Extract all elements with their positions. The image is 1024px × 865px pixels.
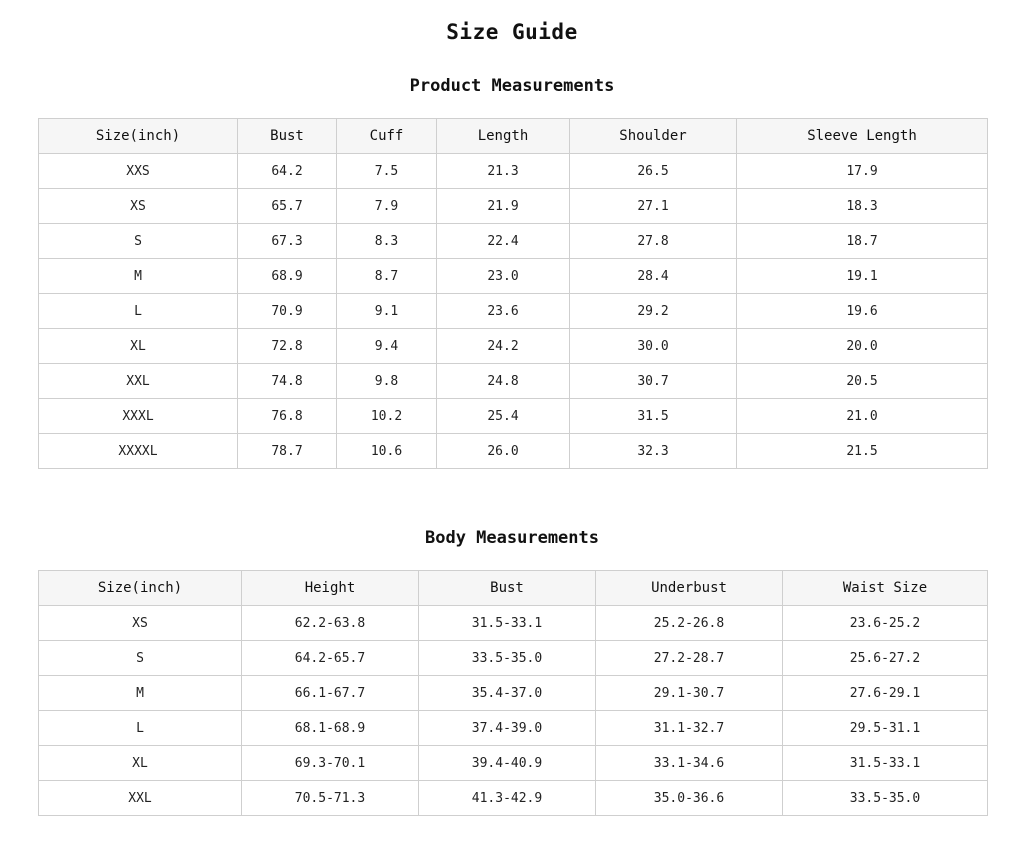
table-cell: L: [39, 711, 242, 746]
table-cell: 27.6-29.1: [783, 676, 988, 711]
body-measurements-table: [38, 570, 988, 816]
table-cell: 70.9: [238, 294, 337, 329]
table-cell: 37.4-39.0: [419, 711, 596, 746]
column-header: Length: [437, 119, 570, 154]
table-cell: 70.5-71.3: [242, 781, 419, 816]
table-cell: XL: [39, 746, 242, 781]
table-cell: 41.3-42.9: [419, 781, 596, 816]
table-row: [39, 399, 988, 434]
table-cell: 19.1: [737, 259, 988, 294]
table-cell: 31.5-33.1: [419, 606, 596, 641]
table-cell: 26.0: [437, 434, 570, 469]
body-measurements-title: Body Measurements: [425, 528, 599, 548]
table-cell: 62.2-63.8: [242, 606, 419, 641]
table-cell: 30.7: [570, 364, 737, 399]
table-cell: 25.6-27.2: [783, 641, 988, 676]
table-row: [39, 364, 988, 399]
table-row: [39, 781, 988, 816]
table-row: [39, 641, 988, 676]
table-cell: 33.1-34.6: [596, 746, 783, 781]
table-cell: 23.6-25.2: [783, 606, 988, 641]
table-row: [39, 224, 988, 259]
table-cell: 27.2-28.7: [596, 641, 783, 676]
table-cell: 35.0-36.6: [596, 781, 783, 816]
table-cell: 27.1: [570, 189, 737, 224]
table-cell: 25.2-26.8: [596, 606, 783, 641]
table-cell: 30.0: [570, 329, 737, 364]
table-cell: 24.2: [437, 329, 570, 364]
table-cell: 9.4: [337, 329, 437, 364]
table-cell: 23.6: [437, 294, 570, 329]
column-header: Sleeve Length: [737, 119, 988, 154]
table-cell: 65.7: [238, 189, 337, 224]
table-cell: 19.6: [737, 294, 988, 329]
table-cell: M: [39, 259, 238, 294]
table-cell: 66.1-67.7: [242, 676, 419, 711]
column-header: Bust: [419, 571, 596, 606]
table-cell: 67.3: [238, 224, 337, 259]
table-header-row: [39, 119, 988, 154]
table-cell: 8.3: [337, 224, 437, 259]
table-cell: 10.6: [337, 434, 437, 469]
page-title: Size Guide: [446, 20, 578, 44]
table-cell: XXL: [39, 364, 238, 399]
table-cell: 25.4: [437, 399, 570, 434]
table-cell: XXL: [39, 781, 242, 816]
table-cell: 33.5-35.0: [419, 641, 596, 676]
table-row: [39, 329, 988, 364]
table-cell: 24.8: [437, 364, 570, 399]
table-cell: 21.0: [737, 399, 988, 434]
column-header: Waist Size: [783, 571, 988, 606]
table-cell: XS: [39, 189, 238, 224]
table-cell: 29.2: [570, 294, 737, 329]
table-row: [39, 294, 988, 329]
table-cell: 17.9: [737, 154, 988, 189]
table-cell: 27.8: [570, 224, 737, 259]
table-cell: 21.3: [437, 154, 570, 189]
table-cell: 31.1-32.7: [596, 711, 783, 746]
table-cell: XXXXL: [39, 434, 238, 469]
table-cell: 20.5: [737, 364, 988, 399]
table-cell: 18.7: [737, 224, 988, 259]
table-cell: 31.5-33.1: [783, 746, 988, 781]
table-row: [39, 676, 988, 711]
table-row: [39, 606, 988, 641]
table-cell: 10.2: [337, 399, 437, 434]
product-measurements-title: Product Measurements: [409, 76, 615, 96]
column-header: Height: [242, 571, 419, 606]
table-cell: 29.5-31.1: [783, 711, 988, 746]
table-cell: S: [39, 224, 238, 259]
table-cell: S: [39, 641, 242, 676]
table-cell: 72.8: [238, 329, 337, 364]
table-cell: 20.0: [737, 329, 988, 364]
product-measurements-table: [38, 118, 988, 469]
table-cell: 9.1: [337, 294, 437, 329]
column-header: Size(inch): [39, 119, 238, 154]
table-cell: XXS: [39, 154, 238, 189]
table-cell: M: [39, 676, 242, 711]
table-cell: 32.3: [570, 434, 737, 469]
table-cell: 64.2: [238, 154, 337, 189]
table-row: [39, 259, 988, 294]
column-header: Shoulder: [570, 119, 737, 154]
table-cell: 31.5: [570, 399, 737, 434]
table-cell: L: [39, 294, 238, 329]
table-cell: 21.5: [737, 434, 988, 469]
table-cell: 7.5: [337, 154, 437, 189]
column-header: Underbust: [596, 571, 783, 606]
table-cell: 68.9: [238, 259, 337, 294]
column-header: Cuff: [337, 119, 437, 154]
table-cell: 23.0: [437, 259, 570, 294]
table-cell: 21.9: [437, 189, 570, 224]
table-cell: 7.9: [337, 189, 437, 224]
table-cell: 35.4-37.0: [419, 676, 596, 711]
table-cell: XXXL: [39, 399, 238, 434]
table-row: [39, 434, 988, 469]
table-cell: 22.4: [437, 224, 570, 259]
column-header: Size(inch): [39, 571, 242, 606]
table-cell: 76.8: [238, 399, 337, 434]
table-cell: 26.5: [570, 154, 737, 189]
table-cell: 74.8: [238, 364, 337, 399]
table-cell: 9.8: [337, 364, 437, 399]
column-header: Bust: [238, 119, 337, 154]
table-cell: 8.7: [337, 259, 437, 294]
table-cell: 68.1-68.9: [242, 711, 419, 746]
table-row: [39, 154, 988, 189]
table-cell: 18.3: [737, 189, 988, 224]
table-row: [39, 746, 988, 781]
table-cell: XL: [39, 329, 238, 364]
table-cell: 29.1-30.7: [596, 676, 783, 711]
table-row: [39, 189, 988, 224]
table-cell: 69.3-70.1: [242, 746, 419, 781]
table-cell: 64.2-65.7: [242, 641, 419, 676]
table-row: [39, 711, 988, 746]
table-cell: XS: [39, 606, 242, 641]
table-cell: 78.7: [238, 434, 337, 469]
table-cell: 33.5-35.0: [783, 781, 988, 816]
table-cell: 39.4-40.9: [419, 746, 596, 781]
table-cell: 28.4: [570, 259, 737, 294]
table-header-row: [39, 571, 988, 606]
